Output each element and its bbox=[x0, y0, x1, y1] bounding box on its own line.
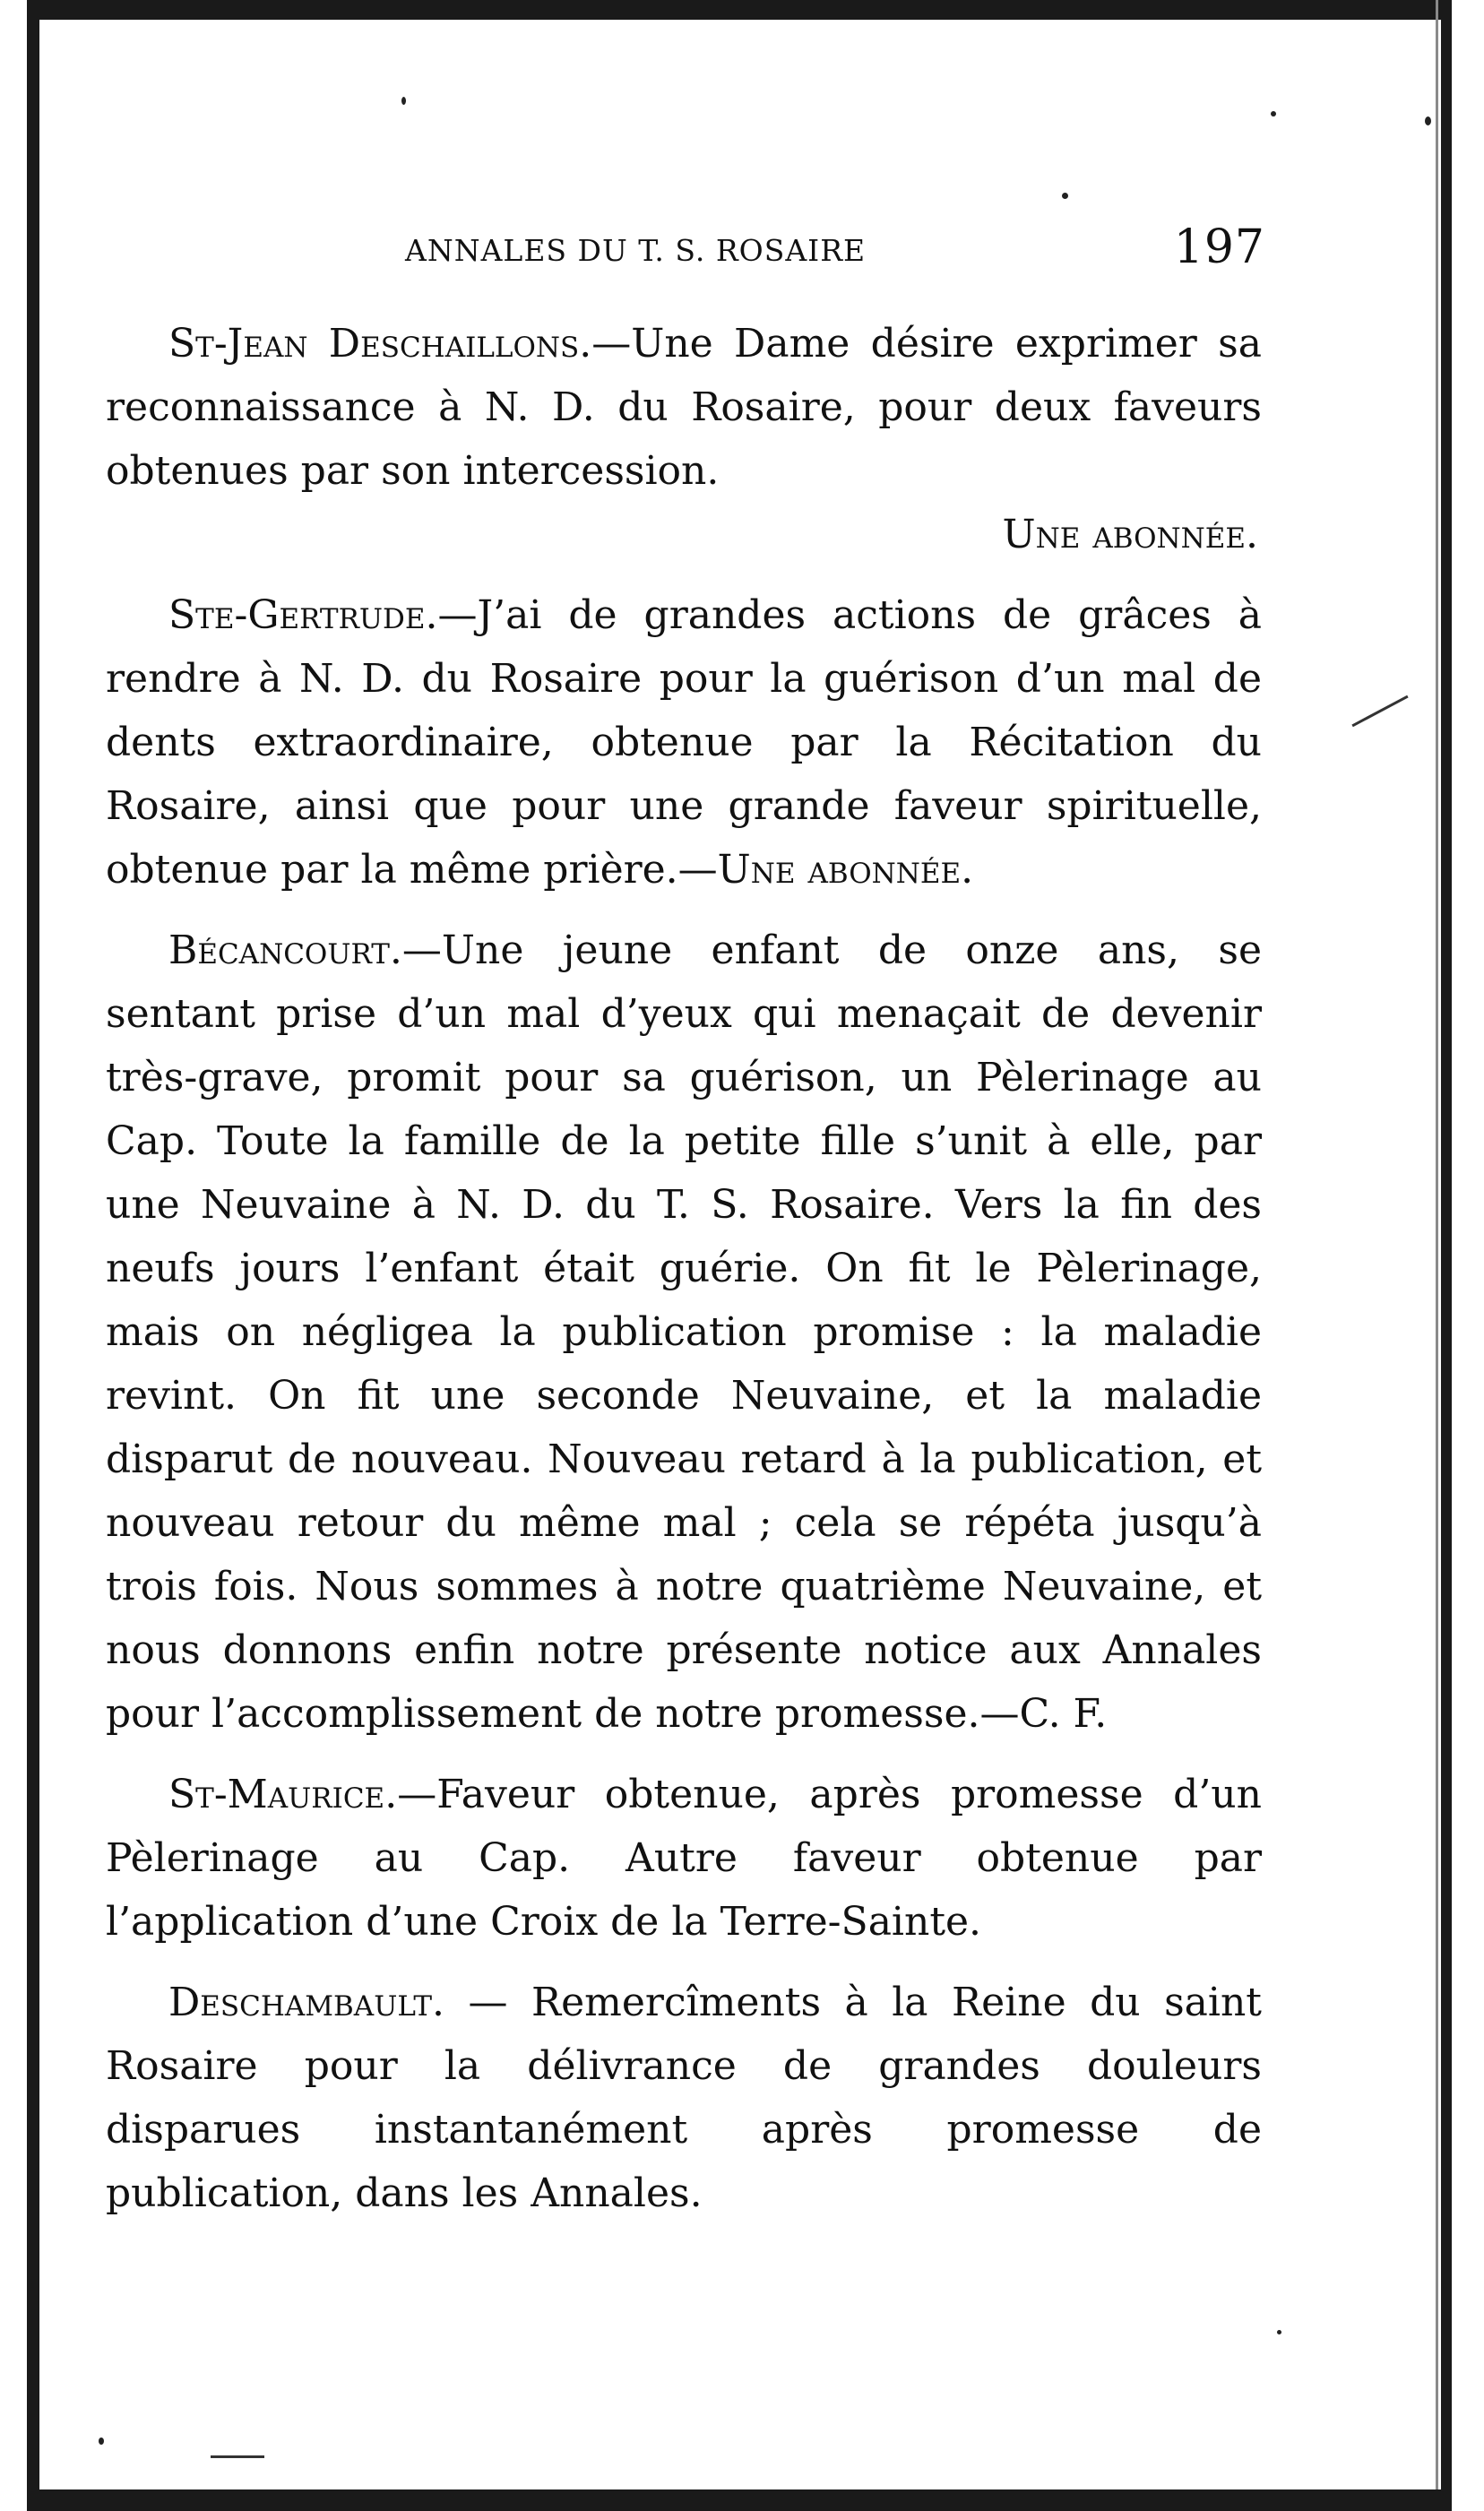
scan-speck bbox=[1271, 111, 1276, 116]
scan-speck bbox=[401, 97, 406, 105]
entry-place: St-Jean Deschaillons. bbox=[168, 321, 592, 367]
entry-text: — Remercîments à la Reine du saint Rosaire pour la délivrance de grandes douleurs disparues instantanément après promesse de publication, dans les Annales. bbox=[106, 1980, 1262, 2216]
entry-st-maurice bbox=[106, 1763, 1262, 1954]
entry-signature: Une abonnée. bbox=[717, 847, 974, 893]
page-number: 197 bbox=[1173, 220, 1265, 274]
page-border-bottom bbox=[27, 2489, 1452, 2511]
body-text bbox=[106, 312, 1262, 2242]
running-header bbox=[405, 220, 1265, 274]
page-gutter-line bbox=[1436, 0, 1438, 2511]
entry-place: Bécancourt. bbox=[168, 928, 402, 973]
scan-speck bbox=[1277, 2330, 1281, 2334]
entry-signature: Une abonnée. bbox=[1002, 512, 1258, 557]
entry-ste-gertrude bbox=[106, 583, 1262, 902]
entry-deschambault bbox=[106, 1971, 1262, 2225]
page-border-right bbox=[1441, 0, 1452, 2511]
scan-speck bbox=[1425, 116, 1431, 125]
entry-text: —Faveur obtenue, après promesse d’un Pèlerinage au Cap. Autre faveur obtenue par l’application d’une Croix de la Terre-Sainte. bbox=[106, 1772, 1262, 1945]
scan-mark bbox=[1351, 695, 1408, 728]
entry-text: —Une jeune enfant de onze ans, se sentant prise d’un mal d’yeux qui menaçait de devenir très-grave, promit pour sa guérison, un Pèlerinage au Cap. Toute la famille de la petite fille s’unit à elle, par une Neuvaine à N. D. du T. S. Rosaire. Vers la fin des neufs jours l’enfant était guérie. On fit le Pèlerinage, mais on négligea la publication promise : la maladie revint. On fit une seconde Neuvaine, et la maladie disparut de nouveau. Nouveau retard à la publication, et nouveau retour du même mal ; cela se répéta jusqu’à trois fois. Nous sommes à notre quatrième Neuvaine, et nous donnons enfin notre présente notice aux Annales pour l’accomplissement de notre promesse.—C. F. bbox=[106, 928, 1262, 1737]
running-header-title: ANNALES DU T. S. ROSAIRE bbox=[405, 233, 867, 268]
entry-becancourt bbox=[106, 919, 1262, 1746]
entry-place: Deschambault. bbox=[168, 1980, 445, 2025]
entry-text: —Une Dame désire exprimer sa reconnaissance à N. D. du Rosaire, pour deux faveurs obtenues par son intercession. bbox=[106, 321, 1262, 494]
scan-mark bbox=[211, 2455, 264, 2458]
entry-place: St-Maurice. bbox=[168, 1772, 398, 1817]
scan-speck bbox=[99, 2438, 104, 2445]
entry-text: —J’ai de grandes actions de grâces à rendre à N. D. du Rosaire pour la guérison d’un mal de dents extraordinaire, obtenue par la Récitation du Rosaire, ainsi que pour une grande faveur spirituelle, obtenue par la même prière.— bbox=[106, 592, 1262, 893]
entry-st-jean-deschaillons bbox=[106, 312, 1262, 566]
page-border-left bbox=[27, 0, 39, 2511]
entry-place: Ste-Gertrude. bbox=[168, 592, 438, 638]
page-border-top bbox=[27, 0, 1452, 20]
scan-speck bbox=[1062, 193, 1068, 199]
